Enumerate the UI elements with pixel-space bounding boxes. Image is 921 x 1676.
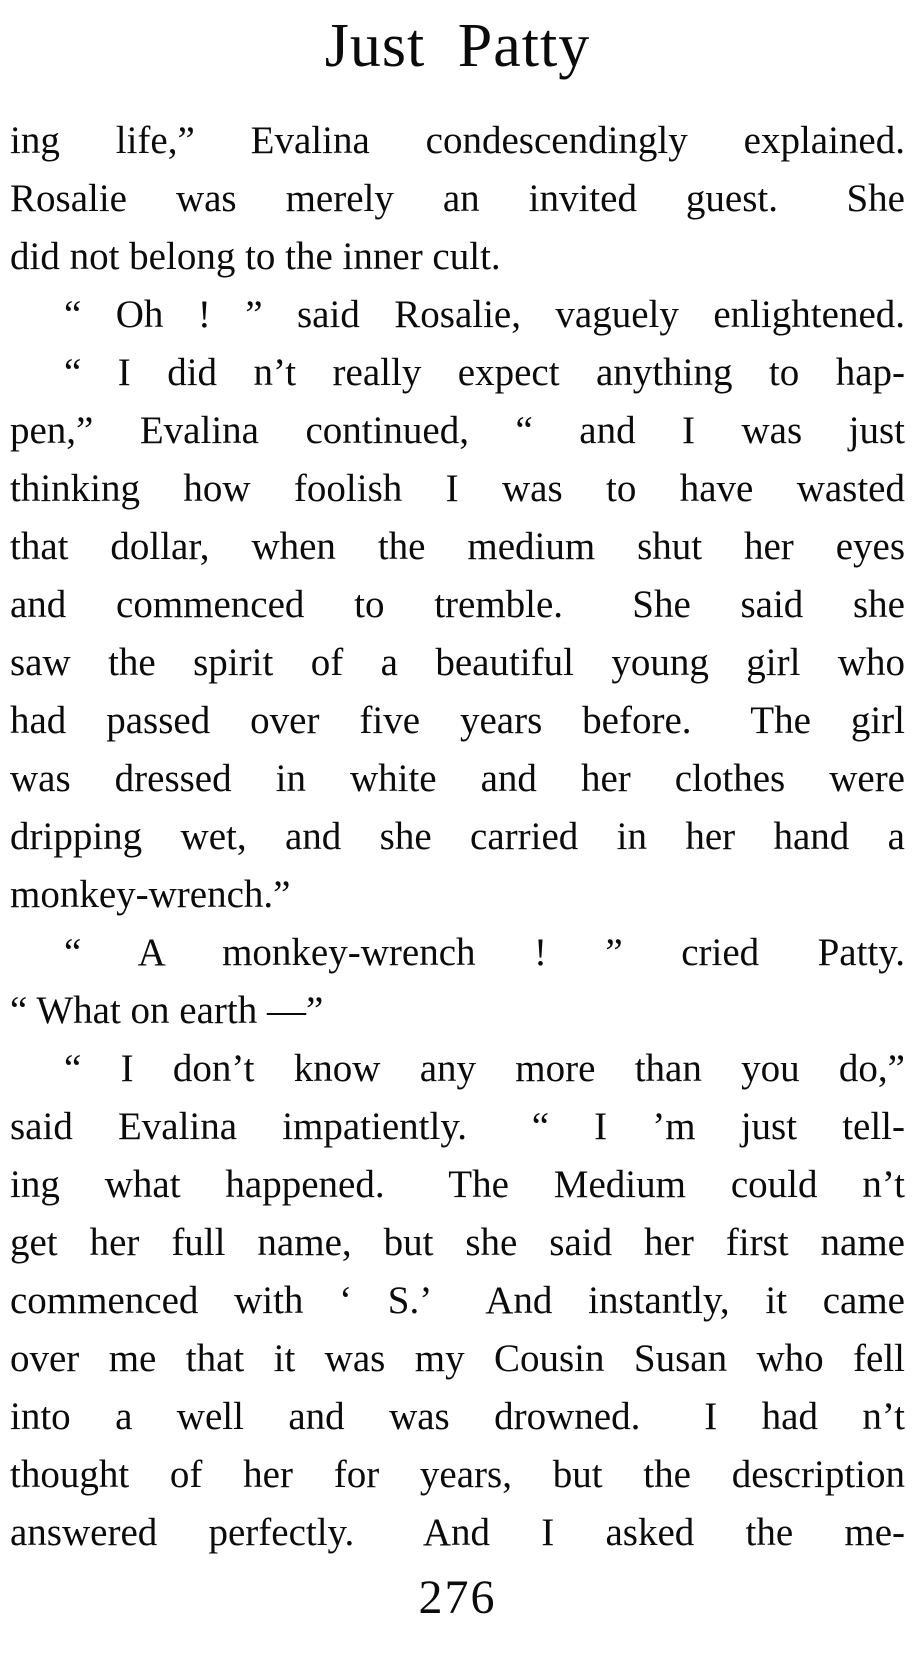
text-line: over me that it was my Cousin Susan who fell bbox=[10, 1337, 905, 1380]
text-line: thought of her for years, but the description bbox=[10, 1453, 905, 1496]
text-line: pen,” Evalina continued, “ and I was just bbox=[10, 409, 905, 452]
text-line: and commenced to tremble. She said she bbox=[10, 583, 905, 626]
text-line: was dressed in white and her clothes were bbox=[10, 757, 905, 800]
text-line: commenced with ‘ S.’ And instantly, it came bbox=[10, 1279, 905, 1322]
text-line: answered perfectly. And I asked the me- bbox=[10, 1511, 905, 1554]
page-title: Just Patty bbox=[324, 12, 591, 80]
text-line: dripping wet, and she carried in her hand a bbox=[10, 815, 905, 858]
text-line: monkey-wrench.” bbox=[10, 873, 291, 916]
text-line: saw the spirit of a beautiful young girl who bbox=[10, 641, 905, 684]
text-line: get her full name, but she said her first name bbox=[10, 1221, 905, 1264]
text-line: thinking how foolish I was to have wasted bbox=[10, 467, 905, 510]
text-line: “ A monkey-wrench ! ” cried Patty. bbox=[64, 931, 905, 974]
text-line: into a well and was drowned. I had n’t bbox=[10, 1395, 905, 1438]
page-body bbox=[10, 112, 905, 1562]
page-number: 276 bbox=[418, 1571, 497, 1624]
text-line: that dollar, when the medium shut her eyes bbox=[10, 525, 905, 568]
text-line: Rosalie was merely an invited guest. She bbox=[10, 177, 905, 220]
text-line: did not belong to the inner cult. bbox=[10, 235, 501, 278]
text-line: had passed over five years before. The girl bbox=[10, 699, 905, 742]
text-line: “ What on earth —” bbox=[10, 989, 324, 1032]
text-line: ing what happened. The Medium could n’t bbox=[10, 1163, 905, 1206]
text-line: “ I don’t know any more than you do,” bbox=[64, 1047, 905, 1090]
text-line: said Evalina impatiently. “ I ’m just tell- bbox=[10, 1105, 905, 1148]
text-line: “ I did n’t really expect anything to hap- bbox=[64, 351, 905, 394]
text-line: “ Oh ! ” said Rosalie, vaguely enlightened. bbox=[64, 293, 905, 336]
text-line: ing life,” Evalina condescendingly explained. bbox=[10, 119, 905, 162]
